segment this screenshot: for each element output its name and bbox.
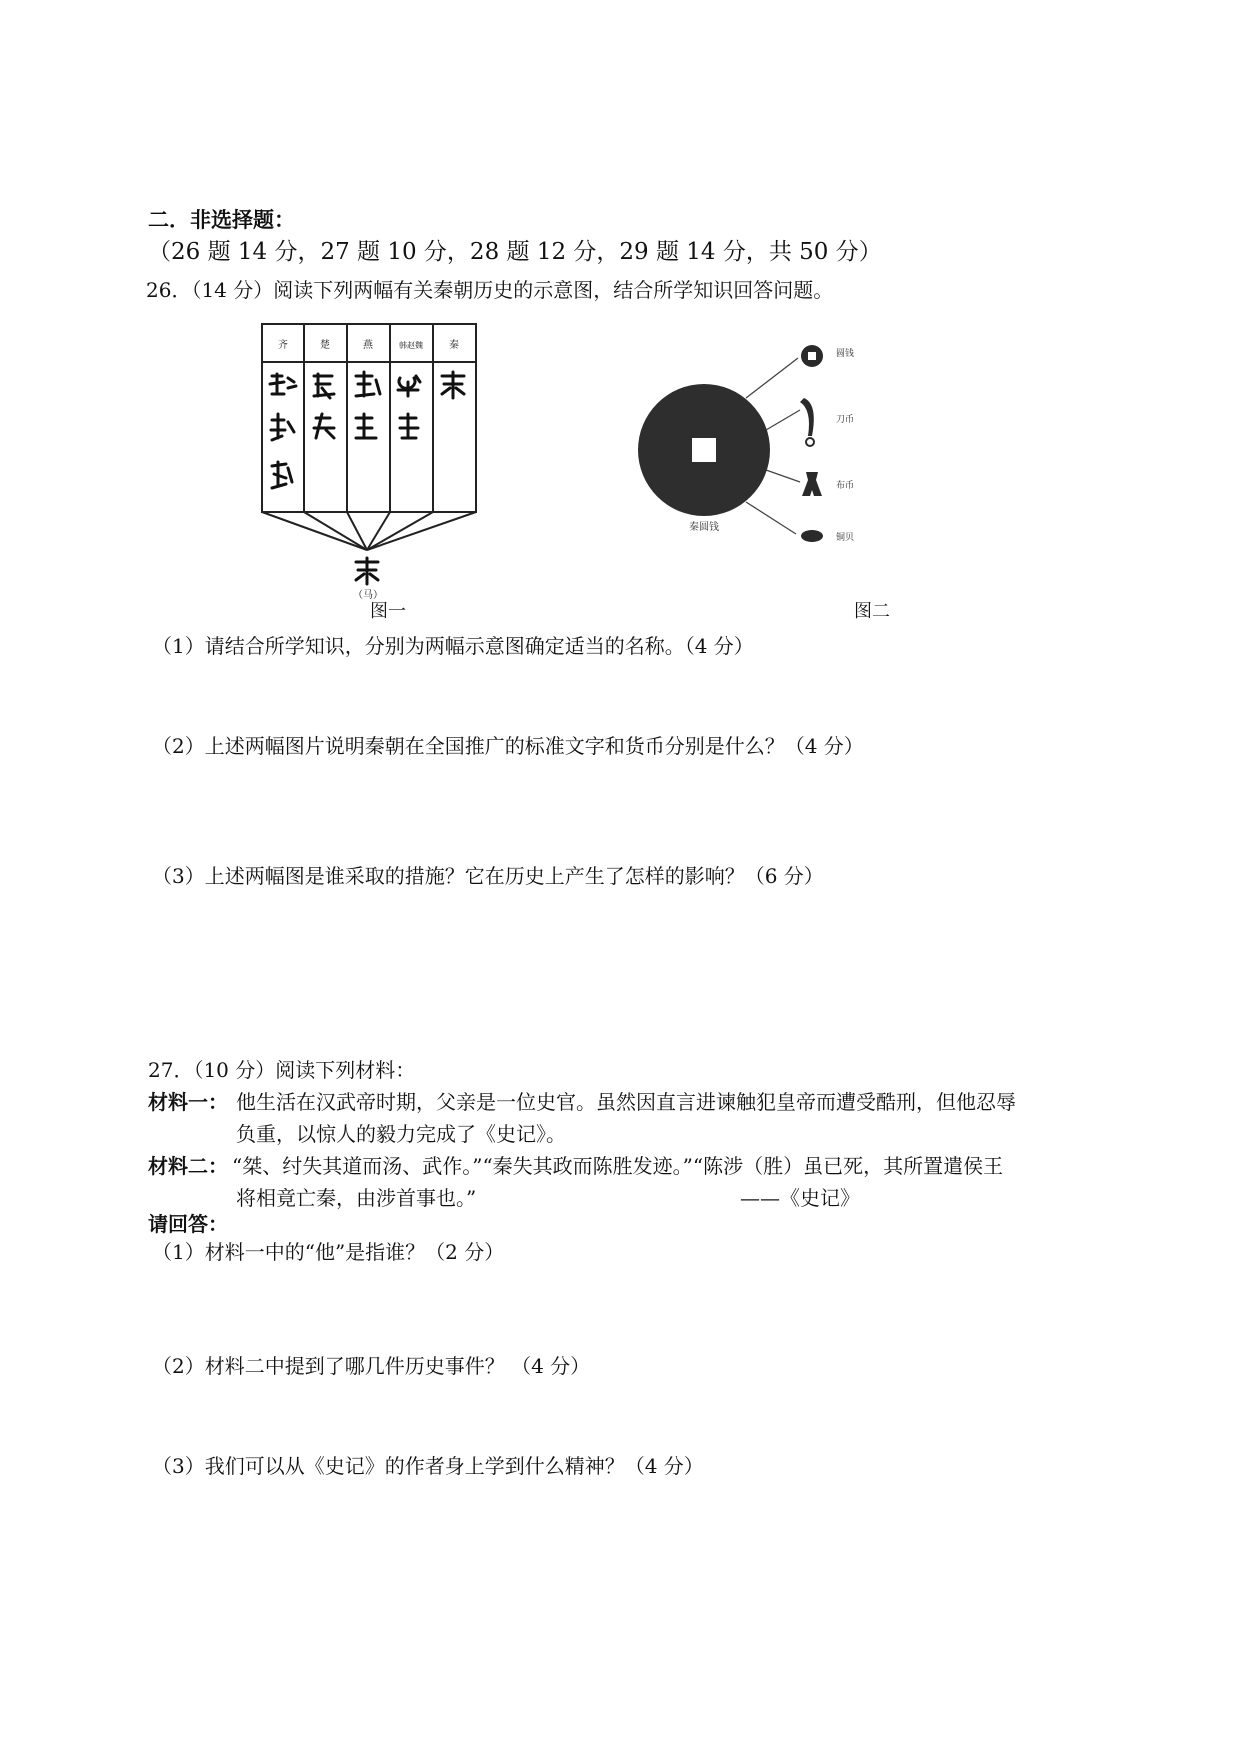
fig1-col-qin: 秦: [449, 340, 459, 351]
q27-material1-label: 材料一：: [148, 1090, 228, 1114]
q26-sub2: （2）上述两幅图片说明秦朝在全国推广的标准文字和货币分别是什么？（4 分）: [152, 734, 864, 758]
fig1-caption: 图一: [370, 601, 406, 622]
q27-sub3: （3）我们可以从《史记》的作者身上学到什么精神？（4 分）: [152, 1454, 704, 1478]
fig2-item-round: 圆钱: [836, 349, 855, 359]
q27-sub1: （1）材料一中的“他”是指谁？（2 分）: [152, 1240, 505, 1264]
q26-sub1: （1）请结合所学知识，分别为两幅示意图确定适当的名称。（4 分）: [152, 634, 754, 658]
fig1-col-yan: 燕: [363, 340, 373, 351]
fig1-col-chu: 楚: [320, 340, 330, 351]
figure1-script-table: [258, 318, 480, 600]
fig2-item-knife: 刀币: [836, 415, 855, 425]
fig2-item-spade: 布币: [836, 481, 855, 491]
q27-material2-line1: “桀、纣失其道而汤、武作。”“秦失其政而陈胜发迹。”“陈涉（胜）虽已死，其所置遣侯王: [232, 1154, 1004, 1178]
q26-sub3: （3）上述两幅图是谁采取的措施？它在历史上产生了怎样的影响？（6 分）: [152, 864, 824, 888]
q27-material2-label: 材料二：: [148, 1154, 228, 1178]
q27-material1-line1: 他生活在汉武帝时期，父亲是一位史官。虽然因直言进谏触犯皇帝而遭受酷刑，但他忍辱: [236, 1090, 1016, 1114]
q27-material2-line2: 将相竟亡秦，由涉首事也。”: [236, 1186, 477, 1210]
fig2-center-label: 秦圆钱: [689, 522, 719, 533]
fig1-result-label: （马）: [353, 590, 383, 600]
fig1-col-qi: 齐: [278, 340, 288, 351]
q26-stem: 26．（14 分）阅读下列两幅有关秦朝历史的示意图，结合所学知识回答问题。: [146, 278, 834, 302]
figure2-currency-chart: [630, 336, 860, 566]
fig1-col-hanzhaowei: 韩赵魏: [399, 341, 423, 350]
q27-material2-source: ——《史记》: [740, 1186, 860, 1210]
q27-stem: 27．（10 分）阅读下列材料：: [148, 1058, 416, 1082]
section-heading: 二．非选择题：: [148, 207, 295, 232]
q27-material1-line2: 负重，以惊人的毅力完成了《史记》。: [236, 1122, 566, 1146]
fig1-glyphs: [270, 372, 464, 584]
fig2-item-shell: 铜贝: [836, 533, 855, 543]
section-scoring: （26 题 14 分，27 题 10 分，28 题 12 分，29 题 14 分，共 50 分）: [148, 239, 882, 265]
fig2-caption: 图二: [854, 601, 890, 622]
q27-sub2: （2）材料二中提到了哪几件历史事件？ （4 分）: [152, 1354, 591, 1378]
q27-prompt: 请回答：: [148, 1212, 228, 1236]
